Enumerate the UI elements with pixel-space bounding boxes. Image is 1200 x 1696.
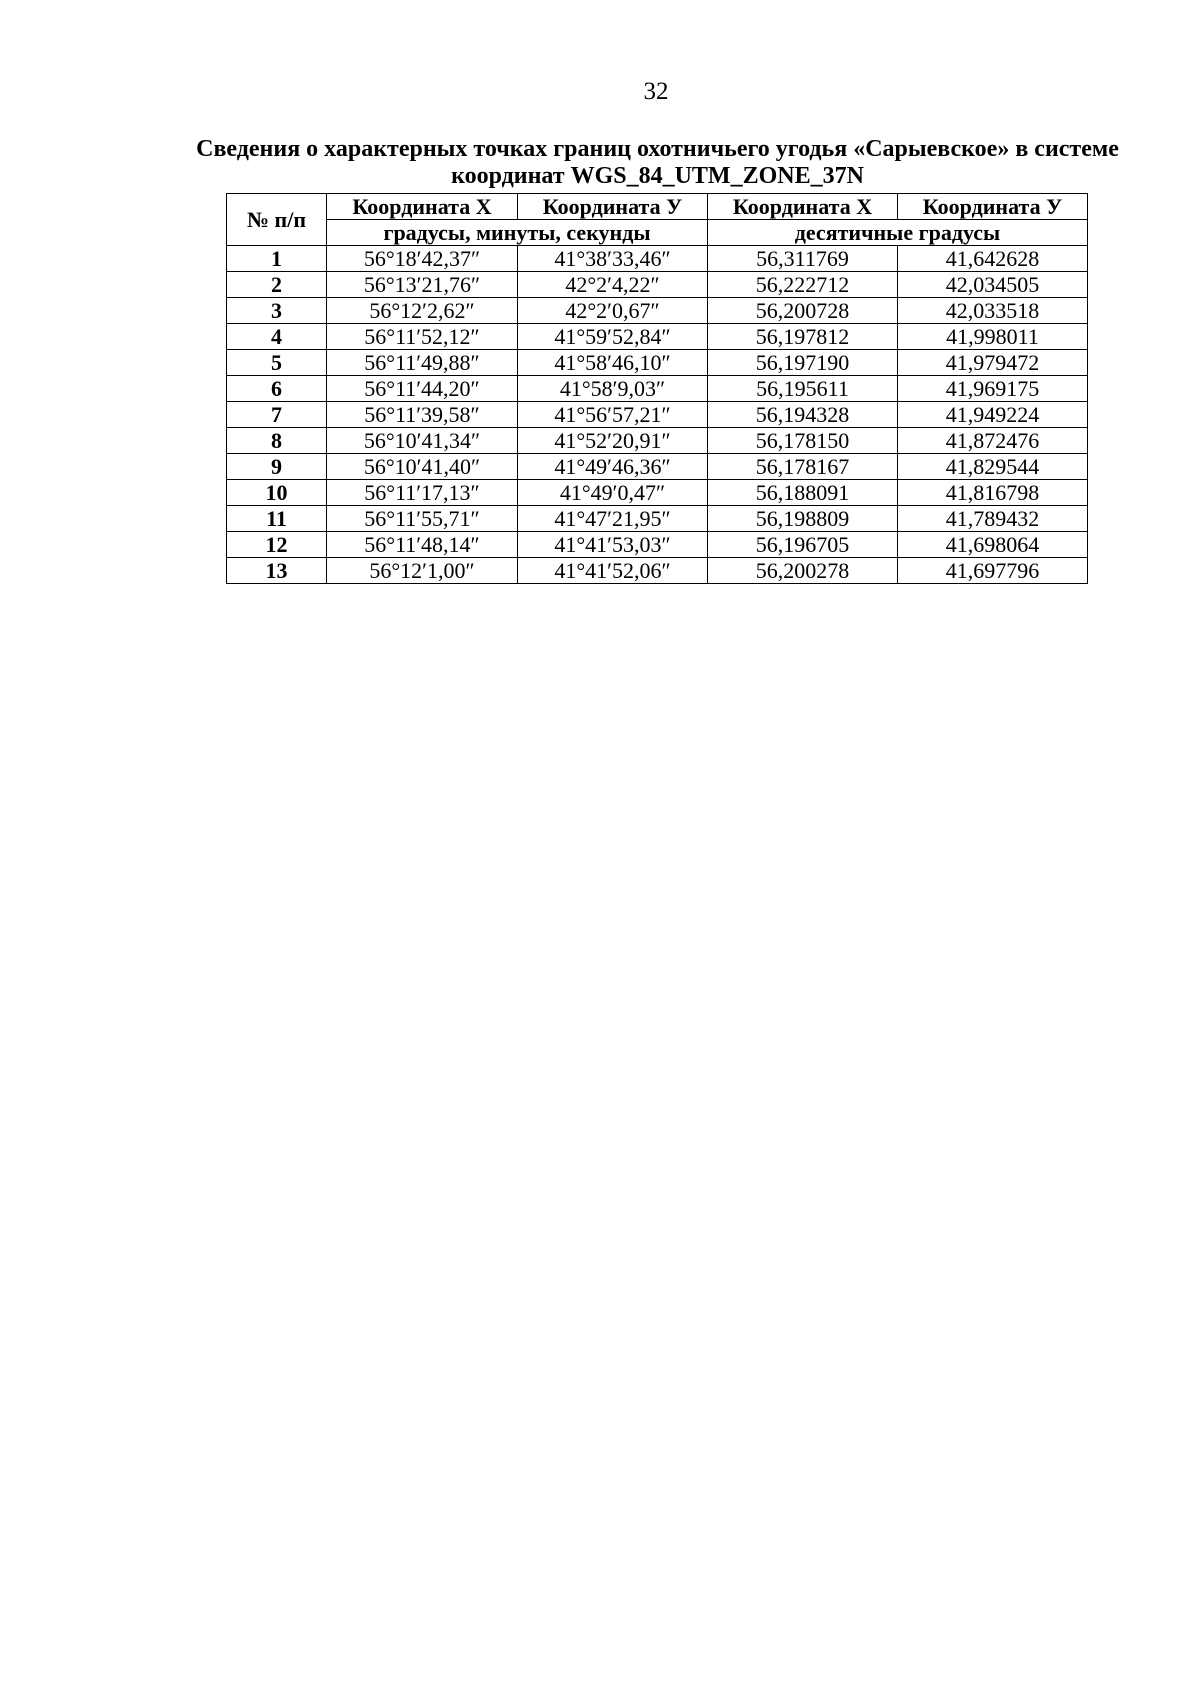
table-row	[227, 350, 1088, 376]
y-dec-cell: 41,979472	[898, 350, 1088, 376]
x-dms-cell: 56°11′48,14″	[327, 532, 518, 558]
table-row	[227, 558, 1088, 584]
header-y-dms: Координата У	[518, 194, 708, 220]
x-dms-cell: 56°12′1,00″	[327, 558, 518, 584]
x-dms-cell: 56°12′2,62″	[327, 298, 518, 324]
table-subheader-row	[227, 220, 1088, 246]
table-row	[227, 532, 1088, 558]
x-dec-cell: 56,200278	[708, 558, 898, 584]
y-dms-cell: 41°47′21,95″	[518, 506, 708, 532]
point-number: 11	[227, 506, 327, 532]
y-dms-cell: 41°49′0,47″	[518, 480, 708, 506]
y-dec-cell: 41,789432	[898, 506, 1088, 532]
y-dms-cell: 42°2′4,22″	[518, 272, 708, 298]
table-row	[227, 402, 1088, 428]
y-dms-cell: 41°49′46,36″	[518, 454, 708, 480]
point-number: 1	[227, 246, 327, 272]
y-dec-cell: 41,949224	[898, 402, 1088, 428]
y-dms-cell: 41°41′53,03″	[518, 532, 708, 558]
y-dms-cell: 41°58′46,10″	[518, 350, 708, 376]
table-row	[227, 246, 1088, 272]
table-row	[227, 454, 1088, 480]
x-dec-cell: 56,195611	[708, 376, 898, 402]
point-number: 10	[227, 480, 327, 506]
point-number: 3	[227, 298, 327, 324]
coordinates-table	[226, 193, 1088, 584]
point-number: 13	[227, 558, 327, 584]
y-dms-cell: 41°52′20,91″	[518, 428, 708, 454]
y-dec-cell: 41,816798	[898, 480, 1088, 506]
y-dec-cell: 41,969175	[898, 376, 1088, 402]
x-dec-cell: 56,194328	[708, 402, 898, 428]
x-dms-cell: 56°13′21,76″	[327, 272, 518, 298]
point-number: 8	[227, 428, 327, 454]
point-number: 7	[227, 402, 327, 428]
point-number: 6	[227, 376, 327, 402]
point-number: 4	[227, 324, 327, 350]
x-dec-cell: 56,178150	[708, 428, 898, 454]
table-header-row	[227, 194, 1088, 220]
x-dms-cell: 56°11′52,12″	[327, 324, 518, 350]
x-dms-cell: 56°10′41,40″	[327, 454, 518, 480]
y-dms-cell: 41°41′52,06″	[518, 558, 708, 584]
y-dec-cell: 41,829544	[898, 454, 1088, 480]
y-dec-cell: 41,698064	[898, 532, 1088, 558]
x-dms-cell: 56°18′42,37″	[327, 246, 518, 272]
x-dec-cell: 56,222712	[708, 272, 898, 298]
table-row	[227, 428, 1088, 454]
table-body	[227, 246, 1088, 584]
header-x-dms: Координата X	[327, 194, 518, 220]
y-dms-cell: 41°59′52,84″	[518, 324, 708, 350]
y-dms-cell: 41°38′33,46″	[518, 246, 708, 272]
point-number: 2	[227, 272, 327, 298]
y-dec-cell: 41,872476	[898, 428, 1088, 454]
x-dms-cell: 56°11′17,13″	[327, 480, 518, 506]
y-dec-cell: 41,697796	[898, 558, 1088, 584]
x-dec-cell: 56,178167	[708, 454, 898, 480]
y-dec-cell: 41,642628	[898, 246, 1088, 272]
y-dms-cell: 42°2′0,67″	[518, 298, 708, 324]
point-number: 9	[227, 454, 327, 480]
x-dms-cell: 56°11′44,20″	[327, 376, 518, 402]
y-dms-cell: 41°58′9,03″	[518, 376, 708, 402]
point-number: 12	[227, 532, 327, 558]
x-dms-cell: 56°11′55,71″	[327, 506, 518, 532]
x-dms-cell: 56°10′41,34″	[327, 428, 518, 454]
x-dec-cell: 56,197190	[708, 350, 898, 376]
x-dec-cell: 56,198809	[708, 506, 898, 532]
header-dms-group: градусы, минуты, секунды	[327, 220, 708, 246]
x-dec-cell: 56,196705	[708, 532, 898, 558]
y-dms-cell: 41°56′57,21″	[518, 402, 708, 428]
x-dms-cell: 56°11′49,88″	[327, 350, 518, 376]
table-row	[227, 324, 1088, 350]
x-dec-cell: 56,197812	[708, 324, 898, 350]
page-number: 32	[643, 78, 669, 105]
y-dec-cell: 42,033518	[898, 298, 1088, 324]
table-row	[227, 376, 1088, 402]
header-num: № п/п	[227, 194, 327, 246]
header-y-dec: Координата У	[898, 194, 1088, 220]
x-dec-cell: 56,188091	[708, 480, 898, 506]
x-dec-cell: 56,311769	[708, 246, 898, 272]
x-dms-cell: 56°11′39,58″	[327, 402, 518, 428]
header-dec-group: десятичные градусы	[708, 220, 1088, 246]
point-number: 5	[227, 350, 327, 376]
table-row	[227, 506, 1088, 532]
y-dec-cell: 42,034505	[898, 272, 1088, 298]
document-title: Сведения о характерных точках границ охотничьего угодья «Сарыевское» в системе координат WGS_84_UTM_ZONE_37N	[196, 136, 1119, 189]
table-row	[227, 272, 1088, 298]
table-row	[227, 298, 1088, 324]
table-row	[227, 480, 1088, 506]
x-dec-cell: 56,200728	[708, 298, 898, 324]
y-dec-cell: 41,998011	[898, 324, 1088, 350]
header-x-dec: Координата X	[708, 194, 898, 220]
